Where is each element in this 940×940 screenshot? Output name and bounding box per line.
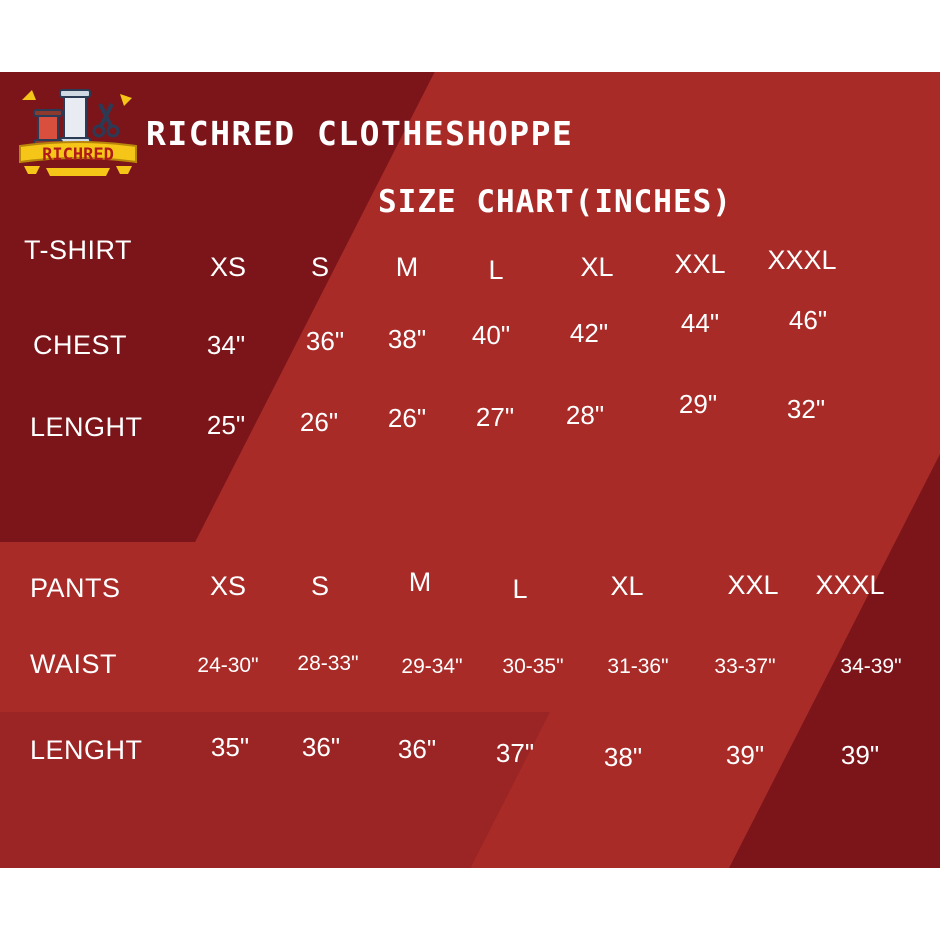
brand-logo — [16, 84, 140, 180]
pants-waist-xs: 24-30" — [197, 654, 259, 677]
tshirt-size-header-s: S — [310, 252, 329, 282]
pants-table-label: PANTS — [30, 573, 121, 603]
pants-waist-xl: 31-36" — [607, 655, 669, 678]
tshirt-chest-xl: 42" — [569, 318, 609, 348]
tshirt-row-label-chest: CHEST — [33, 330, 128, 360]
pants-length-s: 36" — [301, 732, 341, 762]
tshirt-size-header-m: M — [395, 252, 419, 282]
pants-size-header-s: S — [310, 571, 329, 601]
tshirt-size-header-xl: XL — [580, 252, 614, 282]
tshirt-size-header-l: L — [488, 255, 504, 285]
chart-panel — [0, 72, 940, 868]
pants-row-label-waist: WAIST — [30, 649, 117, 679]
tshirt-length-l: 27" — [475, 402, 515, 432]
pants-size-header-xl: XL — [610, 571, 644, 601]
tshirt-length-s: 26" — [299, 407, 339, 437]
tshirt-length-xs: 25" — [206, 410, 246, 440]
pants-waist-xxl: 33-37" — [714, 655, 776, 678]
tshirt-size-header-xs: XS — [209, 252, 247, 282]
tshirt-length-xxxl: 32" — [786, 394, 826, 424]
tshirt-chest-xs: 34" — [206, 330, 246, 360]
tshirt-length-xxl: 29" — [678, 389, 718, 419]
tshirt-chest-xxxl: 46" — [788, 305, 828, 335]
pants-size-header-xs: XS — [209, 571, 247, 601]
pants-length-xxxl: 39" — [840, 740, 880, 770]
pants-length-l: 37" — [495, 738, 535, 768]
pants-size-header-xxl: XXL — [727, 570, 779, 600]
page-title: SIZE CHART(INCHES) — [378, 184, 732, 220]
pants-size-header-l: L — [512, 574, 528, 604]
svg-text:RICHRED: RICHRED — [42, 145, 114, 165]
pants-length-xs: 35" — [210, 732, 250, 762]
tshirt-chest-l: 40" — [471, 320, 511, 350]
chart-content — [0, 72, 940, 868]
pants-waist-s: 28-33" — [297, 652, 359, 675]
tshirt-chest-xxl: 44" — [680, 308, 720, 338]
tshirt-size-header-xxl: XXL — [674, 249, 726, 279]
pants-size-header-m: M — [408, 567, 432, 597]
pants-length-xxl: 39" — [725, 740, 765, 770]
tshirt-chest-m: 38" — [387, 324, 427, 354]
pants-row-label-length: LENGHT — [30, 735, 143, 765]
pants-waist-l: 30-35" — [502, 655, 564, 678]
tshirt-chest-s: 36" — [305, 326, 345, 356]
brand-title: RICHRED CLOTHESHOPPE — [146, 114, 574, 153]
pants-waist-xxxl: 34-39" — [840, 655, 902, 678]
tshirt-size-header-xxxl: XXXL — [767, 245, 837, 275]
tshirt-length-xl: 28" — [565, 400, 605, 430]
pants-waist-m: 29-34" — [401, 655, 463, 678]
pants-size-header-xxxl: XXXL — [815, 570, 885, 600]
pants-length-xl: 38" — [603, 742, 643, 772]
pants-length-m: 36" — [397, 734, 437, 764]
tshirt-length-m: 26" — [387, 403, 427, 433]
tshirt-table-label: T-SHIRT — [24, 235, 133, 265]
tshirt-row-label-length: LENGHT — [30, 412, 143, 442]
sewing-spools-icon — [16, 84, 140, 180]
